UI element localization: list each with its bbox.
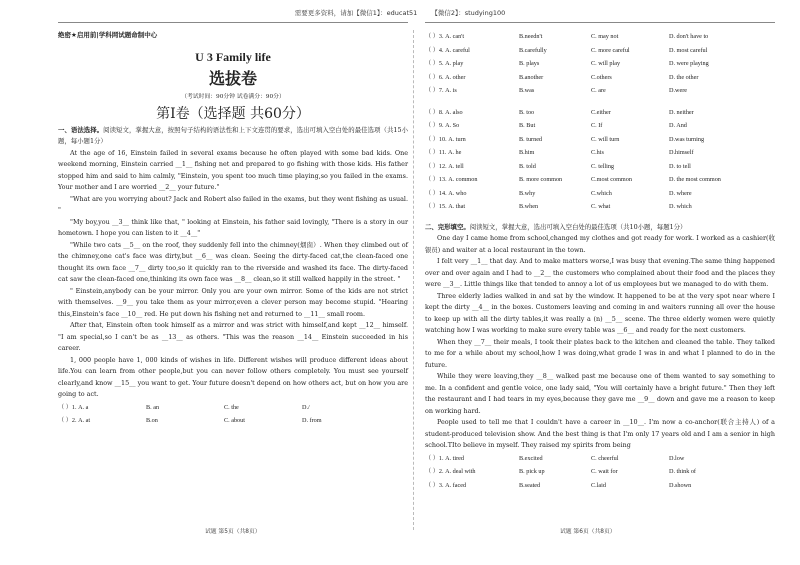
passage-paragraph: I felt very __1__ that day. And to make matters worse,I was busy that evening.The same thing happened over and over again and I had to __2__ the customers who complained about their food and the places they were __3__. Little things like that tended to annoy a lot of us employees but we managed to do with them. [425,257,775,288]
option-a: （ ）9. A. So [425,122,460,129]
option-row [425,44,775,58]
section1-instructions [58,125,408,148]
option-row [425,452,775,466]
option-d: D. the other [669,73,699,81]
option-row [425,479,775,493]
option-c: C.which [591,189,612,197]
option-d: D. most careful [669,46,708,54]
passage-paragraph: " Einstein,anybody can be your mirror. Only you are your own mirror. Some of the kids are not strict with themselves. __9__ you take them as your mirror,even a clever person may become stupid. "Hearing this,Einstein's face __10__ red. He put down his fishing net and returned to __11__ small room. [58,286,408,318]
option-c: C. cheerful [591,454,619,462]
options-group-a [425,30,775,98]
option-a: （ ）3. A. can't [425,33,465,40]
option-b: B. too [519,108,535,116]
option-c: C. are [591,87,606,94]
right-page-footer: 试题 第6页（共8页） [560,529,616,535]
option-b: B.excited [519,454,543,462]
banner-wechat2: 【微信2】：studying100 [431,9,506,17]
option-d: D. think of [669,468,696,475]
option-c: C. may not [591,33,619,40]
option-row [58,401,408,415]
option-row [425,146,775,160]
option-row [425,106,775,120]
section1-heading: 一、语法选择。 [58,125,104,134]
option-b: B. turned [519,135,543,143]
selection-title: 选拔卷 [208,68,257,88]
option-d: D. to tell [669,162,691,170]
passage-paragraph: At the age of 16, Einstein failed in several exams because he often played with some bad kids. One weekend morning, Einstein carried __1__ fishing net and prepared to go fishing with those kids. His father stopped him and said to him calmly, "Einstein, you spent too much time playing,so you failed in the exams. Your mother and I are worried __2__ your future." [58,148,408,191]
options-group-b [425,106,775,214]
option-b: B.was [519,87,535,94]
confidential-label: 绝密★启用前|学科网试题命制中心 [58,31,158,39]
option-d: D.shown [669,481,692,489]
option-c: C. about [224,417,245,424]
section2-heading: 二、完形填空。 [425,222,470,231]
unit-title: U 3 Family life [195,49,271,64]
passage-paragraph: "What are you worrying about? Jack and Robert also failed in the exams, but they went fishing as usual. " [58,194,408,214]
option-row [58,414,408,428]
option-c: C. will turn [591,135,620,143]
option-d: D. the most common [669,176,721,183]
option-a: （ ）15. A. that [425,203,466,210]
option-a: （ ）4. A. careful [425,46,470,54]
option-b: B. told [519,162,536,170]
option-d: D.himself [669,149,694,156]
option-a: （ ）11. A. he [425,149,462,156]
option-a: （ ）1. A. tired [425,454,465,462]
option-b: B.on [146,417,158,424]
banner-note: 需要更多资料，请加【微信1】：educat51 [294,9,418,17]
option-row [425,160,775,174]
option-row [425,30,775,44]
options-group-c [425,452,775,493]
option-b: B. an [146,403,160,411]
right-header-rule [425,22,775,23]
option-d: D. don't have to [669,33,709,40]
option-row [425,133,775,147]
option-c: C. telling [591,162,615,170]
option-b: B. plays [519,60,540,67]
option-a: （ ）14. A. who [425,189,467,197]
passage-paragraph: Three elderly ladies walked in and sat by the window. It happened to be at the very spot near where I kept the dirty __4__ in the boxes. Customers leaving and coming in and waiters running all over the house to keep up with all the dirty tables,it was really a (n) __5__ scene. The three elderly women were quietly watching how I was working to make sure every table was __6__ and ready for the next customers. [425,291,775,334]
option-c: C. the [224,403,239,411]
option-d: D. And [669,122,687,129]
option-c: C.laid [591,481,606,489]
option-a: （ ）8. A. also [425,108,463,116]
option-c: C. what [591,203,611,210]
exam-info: （考试时间：90分钟 试卷满分：90分） [181,93,285,100]
option-d: D. neither [669,108,694,116]
volume-title: 第Ⅰ卷（选择题 共60分） [156,105,310,122]
option-row [425,200,775,214]
option-a: （ ）6. A. other [425,73,466,81]
option-a: （ ）1. A. a [58,403,89,411]
option-row [425,119,775,133]
option-a: （ ）5. A. play [425,60,464,67]
section1-description: 阅读短文，掌握大意，按照句子结构的语法性和上下文连贯的要求，选出可填入空白处的最佳选项（共15小题，每小题1分） [58,125,408,145]
option-c: C.his [591,149,604,156]
option-b: B. more common [519,176,563,183]
option-c: C.either [591,108,611,116]
left-page [58,30,408,428]
top-banner [0,8,800,17]
option-b: B.when [519,203,539,210]
left-page-footer: 试题 第5页（共8页） [205,529,261,535]
option-c: C.most common [591,176,632,183]
option-d: D.were [669,87,688,94]
option-c: C. will play [591,60,621,67]
passage-paragraph: When they __7__ their meals, I took their plates back to the kitchen and cleaned the table. They talked to me for a while about my school,how I was doing,what grade I was in and what I planned to do in the future. [425,337,775,369]
option-a: （ ）10. A. turn [425,135,466,143]
option-c: C. more careful [591,46,630,54]
option-b: B.why [519,189,536,197]
option-c: C. If [591,122,603,129]
option-c: C.others [591,73,612,81]
left-header-rule [58,22,408,23]
option-b: B.carefully [519,46,547,54]
option-b: B. pick up [519,468,545,475]
option-d: D./ [302,403,310,411]
option-d: D. where [669,189,692,197]
section2-description: 阅读短文，掌握大意，选出可填入空白处的最佳选项（共10小题，每题1分） [469,222,687,231]
option-d: D.was turning [669,135,705,143]
option-c: C. wait for [591,468,618,475]
option-a: （ ）13. A. common [425,176,478,183]
option-a: （ ）7. A. is [425,87,457,94]
passage-paragraph: One day I came home from school,changed my clothes and got ready for work. I worked as a cashier(收银员) and waiter at a local restaurant in the town. [425,234,775,254]
section2-instructions [425,222,775,234]
option-d: D. which [669,203,692,210]
option-row [425,71,775,85]
option-b: B. But [519,122,536,129]
right-page [425,30,775,492]
passage-paragraph: People used to tell me that I couldn't have a career in __10__. I'm now a co-anchor(联合主持人) of a student-produced television show. And the best thing is that I'm only 17 years old and I am a senior in high school.TIto believe in myself. They raised my spirits from being [425,418,775,449]
option-d: D. were playing [669,60,709,67]
option-b: B.seated [519,481,541,489]
option-b: B.him [519,149,535,156]
option-d: D. from [302,417,322,424]
page-divider [413,30,414,530]
option-a: （ ）2. A. deal with [425,468,476,475]
option-row [425,187,775,201]
passage-paragraph: While they were leaving,they __8__ walked past me because one of them wanted to say something to me. In a confident and gentle voice, one lady said, "You will certainly have a bright future." Then they left the restaurant and I had tears in my eyes,because they gave me __9__ down and gave me a reason to keep on working hard. [425,372,775,415]
option-row [425,57,775,71]
passage-paragraph: "While two cats __5__ on the roof, they suddenly fell into the chimney(烟囱）. When they climbed out of the chimney,one cat's face was dirty,but __6__ was clean. Seeing the dirty-faced cat,the clean-faced one thought its own face __7__ dirty too,so it quickly ran to the riverside and washed its face. The dirty-faced cat saw the clean-faced one,thinking its own face was __8__ clean,so it still walked happily in the street. " [58,240,408,283]
option-row [425,465,775,479]
passage-paragraph: After that, Einstein often took himself as a mirror and was strict with himself,and kept __12__ himself. "I am special,so I can't be as __13__ as others. "This was the reason __14__ Einstein succeeded in his career. [58,321,408,352]
option-b: B.needn't [519,33,543,40]
option-a: （ ）3. A. faced [425,481,467,489]
passage-paragraph: "My boy,you __3__ think like that, " looking at Einstein, his father said lovingly, "There is a story in our hometown. I hope you can listen to it __4__" [58,217,408,237]
option-a: （ ）2. A. at [58,417,91,424]
option-row [425,84,775,98]
passage-paragraph: 1, 000 people have 1, 000 kinds of wishes in life. Different wishes will produce different ideas about life.You can learn from other people,but you can never follow others completely. You must see yourself clearly,and know __15__ you want to get. Your future doesn't depend on how others act, but on how you are going to act. [58,355,408,398]
option-a: （ ）12. A. tell [425,162,464,170]
option-b: B.another [519,73,544,81]
option-d: D.low [669,454,685,462]
option-row [425,173,775,187]
